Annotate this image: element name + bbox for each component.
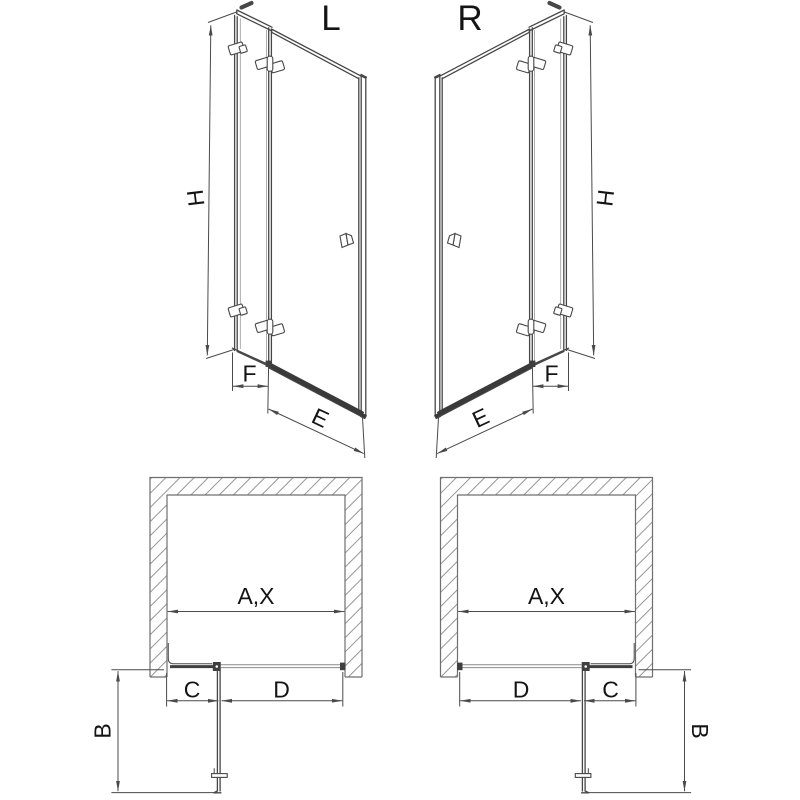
dim-label-swing-left: B <box>89 723 116 739</box>
dim-label-fixed-panel-left: F <box>242 360 257 387</box>
iso-view-left <box>206 3 367 458</box>
dim-label-door-plan-left: D <box>273 676 290 703</box>
plan-view-right <box>441 478 692 793</box>
dim-label-door-right: E <box>468 402 494 433</box>
dim-label-fixed-plan-left: C <box>183 676 201 703</box>
iso-view-right <box>434 3 595 458</box>
variant-label-right: R <box>457 0 483 38</box>
dim-label-door-left: E <box>307 402 333 433</box>
dim-label-fixed-plan-right: C <box>602 676 619 703</box>
dim-label-door-plan-right: D <box>512 676 530 703</box>
dim-label-height-right: H <box>591 188 620 208</box>
dim-label-opening-left: A,X <box>237 583 275 609</box>
dim-label-opening-right: A,X <box>527 583 566 609</box>
dim-label-fixed-panel-right: F <box>544 360 559 387</box>
dim-label-height-left: H <box>181 188 210 208</box>
plan-view-left <box>111 478 362 793</box>
dim-label-swing-right: B <box>687 723 713 739</box>
variant-label-left: L <box>321 0 341 38</box>
